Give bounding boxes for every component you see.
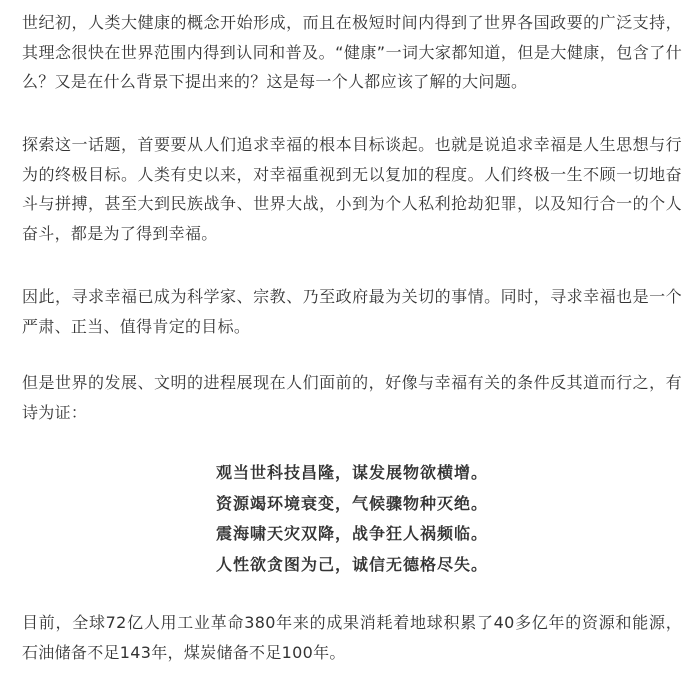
paragraph-resources: 目前，全球72亿人用工业革命380年来的成果消耗着地球积累了40多亿年的资源和能源，石油储备不足143年，煤炭储备不足100年。 (22, 613, 682, 662)
poem-line: 观当世科技昌隆，谋发展物欲横增。 (215, 463, 488, 482)
poem-line: 资源竭环境衰变，气候骤物种灭绝。 (215, 493, 488, 513)
paragraph-pursuit-of-happiness: 探索这一话题，首要要从人们追求幸福的根本目标谈起。也就是说追求幸福是人生思想与行为的终极目标。人类有史以来，对幸福重视到无以复加的程度。人们终极一生不顾一切地奋斗与拼搏，甚至大到民族战争、世界大战，小到为个人私利抢劫犯罪，以及知行合一的个人奋斗，都是为了得到幸福。 (22, 135, 682, 243)
poem-block (22, 458, 682, 580)
paragraph-serious-goal: 因此，寻求幸福已成为科学家、宗教、乃至政府最为关切的事情。同时，寻求幸福也是一个严肃、正当、值得肯定的目标。 (22, 287, 682, 336)
poem-line: 震海啸天灾双降，战争狂人祸频临。 (215, 524, 488, 543)
paragraph-poem-intro: 但是世界的发展、文明的进程展现在人们面前的，好像与幸福有关的条件反其道而行之，有诗为证： (22, 373, 682, 422)
paragraph-intro: 世纪初，人类大健康的概念开始形成，而且在极短时间内得到了世界各国政要的广泛支持，其理念很快在世界范围内得到认同和普及。“健康”一词大家都知道，但是大健康，包含了什么？又是在什么背景下提出来的？这是每一个人都应该了解的大问题。 (22, 13, 682, 91)
poem-line: 人性欲贪图为己，诚信无德格尽失。 (215, 554, 488, 574)
